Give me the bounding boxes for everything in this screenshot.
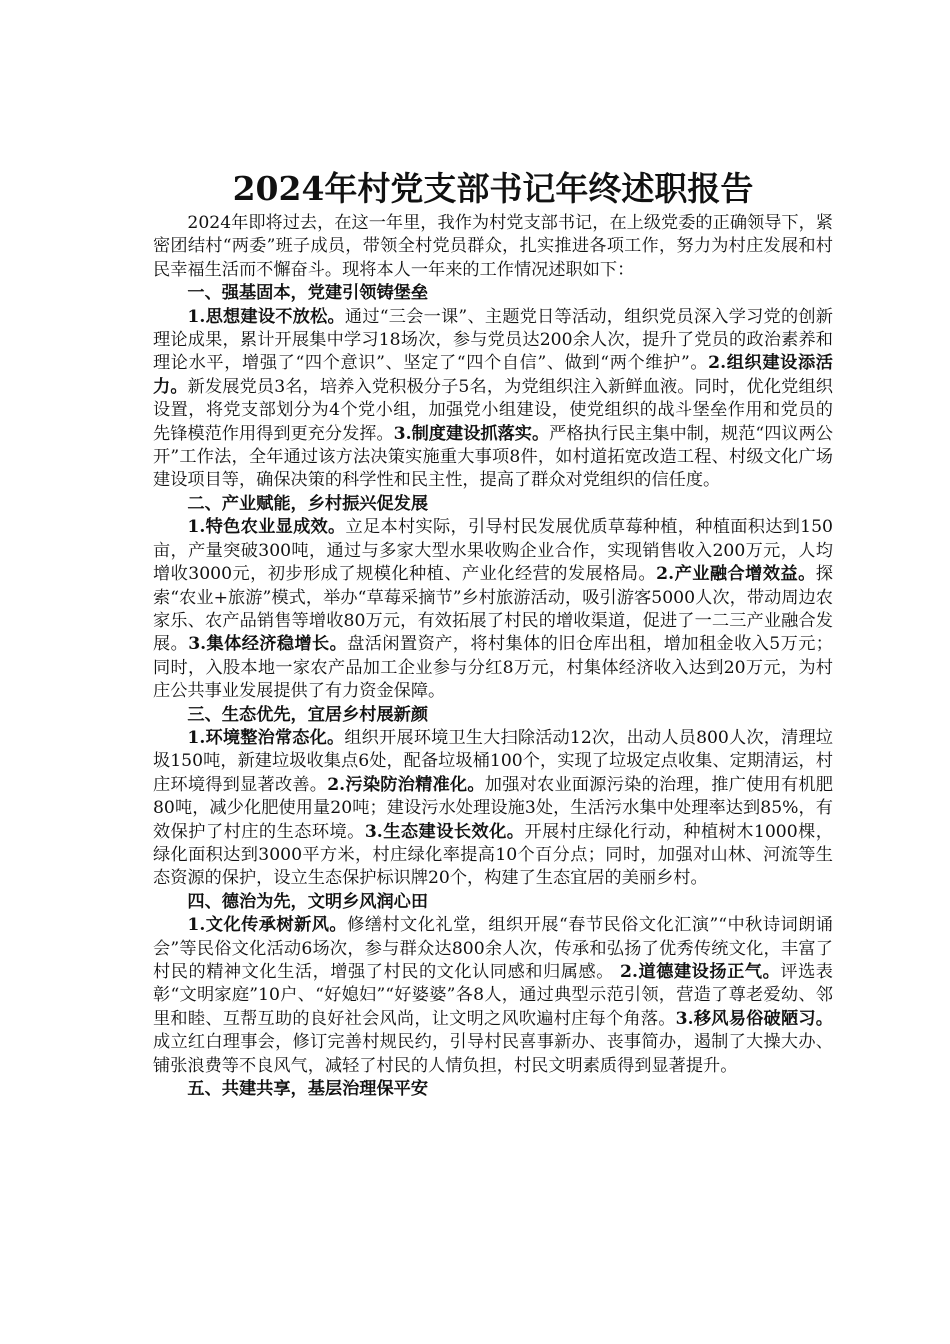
section-heading-4: 四、德治为先，文明乡风润心田 [187, 891, 429, 912]
item-text: 新发展党员3名，培养入党积极分子5名，为党组织注入新鲜血液。同时，优化党组织设置，将党支部划分为4个党小组，加强党小组建设，使党组织的战斗堡垒作用和党员的先锋模范作用得到更充分发挥。 [153, 376, 833, 444]
item-label: 1.环境整治常态化。 [187, 727, 345, 748]
item-text: 盘活闲置资产，将村集体的旧仓库出租，增加租金收入5万元；同时，入股本地一家农产品加工企业参与分红8万元，村集体经济收入达到20万元，为村庄公共事业发展提供了有力资金保障。 [153, 634, 833, 702]
section-body-4 [153, 914, 833, 1078]
section-heading-5: 五、共建共享，基层治理保平安 [187, 1079, 429, 1100]
section-body-2 [153, 516, 833, 703]
section-body-1 [153, 306, 833, 493]
item-label: 3.移风易俗破陋习。 [675, 1008, 833, 1029]
item-text: 组织开展环境卫生大扫除活动12次，出动人员800人次，清理垃圾150吨，新建垃圾收集点6处，配备垃圾桶100个，实现了垃圾定点收集、定期清运，村庄环境得到显著改善。 [153, 727, 833, 795]
item-label: 2.组织建设添活力。 [153, 353, 833, 397]
item-label: 3.生态建设长效化。 [364, 821, 525, 842]
document-title: 2024年村党支部书记年终述职报告 [232, 169, 754, 208]
item-label: 2.道德建设扬正气。 [620, 962, 781, 982]
section-heading-1: 一、强基固本，党建引领铸堡垒 [187, 283, 429, 304]
item-text: 严格执行民主集中制，规范“四议两公开”工作法，全年通过该方法决策实施重大事项8件，如村道拓宽改造工程、村级文化广场建设项目等，确保决策的科学性和民主性，提高了群众对党组织的信任度。 [153, 423, 833, 491]
item-text: 修缮村文化礼堂，组织开展“春节民俗文化汇演”“中秋诗词朗诵会”等民俗文化活动6场次，参与群众达800余人次，传承和弘扬了优秀传统文化，丰富了村民的精神文化生活，增强了村民的文化认同感和归属感。 [153, 915, 833, 982]
item-text: 加强对农业面源污染的治理，推广使用有机肥80吨，减少化肥使用量20吨；建设污水处理设施3处，生活污水集中处理率达到85%，有效保护了村庄的生态环境。 [153, 774, 833, 842]
section-heading-3: 三、生态优先，宜居乡村展新颜 [187, 704, 429, 725]
item-text: 开展村庄绿化行动，种植树木1000棵，绿化面积达到3000平方米，村庄绿化率提高10个百分点；同时，加强对山林、河流等生态资源的保护，设立生态保护标识牌20个，构建了生态宜居的美丽乡村。 [153, 821, 833, 889]
item-label: 1.思想建设不放松。 [187, 306, 345, 327]
item-label: 3.制度建设抓落实。 [393, 423, 550, 444]
item-text: 评选表彰“文明家庭”10户、“好媳妇”“好婆婆”各8人，通过典型示范引领，营造了尊老爱幼、邻里和睦、互帮互助的良好社会风尚，让文明之风吹遍村庄每个角落。 [153, 962, 833, 1029]
item-text: 成立红白理事会，修订完善村规民约，引导村民喜事新办、丧事简办，遏制了大操大办、铺张浪费等不良风气，减轻了村民的人情负担，村民文明素质得到显著提升。 [153, 1032, 833, 1076]
item-label: 2.产业融合增效益。 [656, 564, 816, 585]
item-label: 2.污染防治精准化。 [327, 774, 485, 795]
item-text: 通过“三会一课”、主题党日等活动，组织党员深入学习党的创新理论成果，累计开展集中学习18场次，参与党员达200余人次，提升了党员的政治素养和理论水平，增强了“四个意识”、坚定了“四个自信”、做到“两个维护”。 [153, 306, 833, 374]
intro-paragraph: 2024年即将过去，在这一年里，我作为村党支部书记，在上级党委的正确领导下，紧密团结村“两委”班子成员，带领全村党员群众，扎实推进各项工作，努力为村庄发展和村民幸福生活而不懈奋斗。现将本人一年来的工作情况述职如下： [153, 213, 833, 280]
item-label: 1.特色农业显成效。 [187, 517, 346, 538]
item-text: 探索“农业+旅游”模式，举办“草莓采摘节”乡村旅游活动，吸引游客5000人次，带动周边农家乐、农产品销售等增收80万元，有效拓展了村民的增收渠道，促进了一二三产业融合发展。 [153, 564, 833, 655]
document-page [153, 168, 833, 1101]
item-label: 1.文化传承树新风。 [187, 915, 348, 936]
section-heading-2: 二、产业赋能，乡村振兴促发展 [187, 493, 429, 514]
item-label: 3.集体经济稳增长。 [188, 634, 348, 655]
section-body-3 [153, 727, 833, 891]
item-text: 立足本村实际，引导村民发展优质草莓种植，种植面积达到150亩，产量突破300吨，通过与多家大型水果收购企业合作，实现销售收入200万元，人均增收3000元，初步形成了规模化种植、产业化经营的发展格局。 [153, 517, 833, 585]
